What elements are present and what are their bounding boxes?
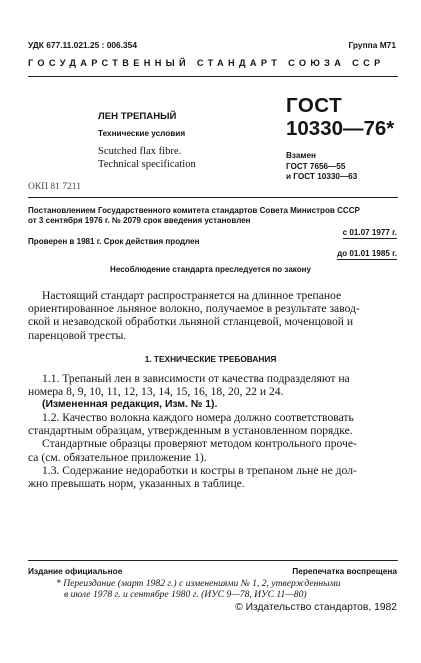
replaced-standard-1: ГОСТ 7656—55 <box>286 162 346 171</box>
reprint-prohibited: Перепечатка воспрещена <box>292 566 397 576</box>
clause-line: 1.1. Трепаный лен в зависимости от качества подразделяют на <box>42 372 350 385</box>
clause-line: номера 8, 9, 10, 11, 12, 13, 14, 15, 16, 18, 20, 22 и 24. <box>28 385 284 399</box>
gost-label: ГОСТ <box>286 94 343 117</box>
state-standard-banner: ГОСУДАРСТВЕННЫЙ СТАНДАРТ СОЮЗА ССР <box>28 58 385 68</box>
clause-line: стандартным образцам, утвержденным в установленном порядке. <box>28 424 353 438</box>
intro-line: ской и незаводской обработки льняной стланцевой, моченцовой и <box>28 315 354 329</box>
document-subtitle: Технические условия <box>98 129 186 138</box>
revision-note: Проверен в 1981 г. Срок действия продлен <box>28 237 200 246</box>
section-title: 1. ТЕХНИЧЕСКИЕ ТРЕБОВАНИЯ <box>144 354 277 364</box>
clause-1-1 <box>28 372 398 412</box>
group-code: Группа М71 <box>348 40 396 50</box>
reissue-note-1: * Переиздание (март 1982 г.) с изменениями № 1, 2, утвержденными <box>56 578 341 589</box>
clause-1-2 <box>28 411 398 464</box>
intro-line: Настоящий стандарт распространяется на длинное трепаное <box>42 289 342 302</box>
gost-number: 10330—76* <box>286 117 395 140</box>
extended-date: до 01.01 1985 г. <box>337 249 397 258</box>
document-name: ЛЕН ТРЕПАНЫЙ <box>98 111 177 122</box>
amendment-note: (Измененная редакция, Изм. № 1). <box>42 399 218 411</box>
official-edition: Издание официальное <box>28 566 123 576</box>
header-rule <box>28 76 398 77</box>
english-name: Scutched flax fibre. <box>98 146 182 157</box>
clause-line: 1.2. Качество волокна каждого номера должно соответствовать <box>42 411 354 424</box>
copyright: © Издательство стандартов, 1982 <box>235 602 397 613</box>
reissue-note-2: в июле 1978 г. и сентябре 1980 г. (ИУС 9—78, ИУС 11—80) <box>64 589 307 600</box>
clause-line: са (см. обязательное приложение 1). <box>28 450 207 464</box>
clause-line: жно превышать норм, указанных в таблице. <box>28 477 245 491</box>
clause-line: Стандартные образцы проверяют методом контрольного проче- <box>42 437 357 451</box>
footer-rule <box>28 560 398 561</box>
replaced-label: Взамен <box>286 151 316 160</box>
introduction-date: с 01.07 1977 г. <box>342 228 397 237</box>
clause-line: 1.3. Содержание недоработки и костры в трепаном льне не дол- <box>42 464 357 477</box>
replaced-standard-2: и ГОСТ 10330—63 <box>286 172 358 181</box>
intro-line: ориентированное льняное волокно, получаемое в результате завод- <box>28 302 360 316</box>
legal-warning: Несоблюдение стандарта преследуется по закону <box>110 265 311 274</box>
decree-line-1: Постановлением Государственного комитета стандартов Совета Министров СССР <box>28 206 360 215</box>
title-block-rule <box>28 197 398 198</box>
english-subtitle: Technical specification <box>98 159 196 170</box>
intro-paragraph <box>28 289 398 342</box>
udk-code: УДК 677.11.021.25 : 006.354 <box>28 40 138 50</box>
decree-line-2: от 3 сентября 1976 г. № 2079 срок введения установлен <box>28 216 251 225</box>
okp-code: ОКП 81 7211 <box>28 182 81 192</box>
intro-line: паренцовой тресты. <box>28 328 127 342</box>
clause-1-3 <box>28 464 398 490</box>
